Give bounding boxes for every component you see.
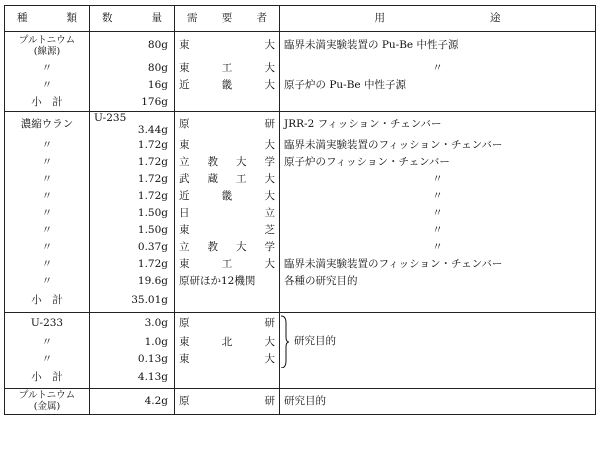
kind-cell: 〃 xyxy=(5,351,90,368)
grouped-use-text: 研究目的 xyxy=(294,334,336,347)
subtotal-row xyxy=(5,290,596,312)
amount-cell: 1.72g xyxy=(90,154,175,171)
subtotal-row xyxy=(5,94,596,112)
kind-line1: プルトニウム xyxy=(18,390,76,401)
use-cell: 各種の研究目的 xyxy=(280,273,596,290)
amount-cell: 0.13g xyxy=(90,351,175,368)
use-cell: 〃 xyxy=(280,239,596,256)
subtotal-amount: 35.01g xyxy=(90,290,175,312)
user-cell: 東 大 xyxy=(175,32,280,60)
kind-cell: 濃縮ウラン xyxy=(5,111,90,137)
amount-cell: 3.0g xyxy=(90,312,175,334)
table-row xyxy=(5,111,596,137)
user-cell: 東 芝 xyxy=(175,222,280,239)
amount-cell: 1.72g xyxy=(90,171,175,188)
kind-cell: 〃 xyxy=(5,273,90,290)
use-cell: 臨界未満実験装置の Pu-Be 中性子源 xyxy=(280,32,596,60)
amount-cell: 0.37g xyxy=(90,239,175,256)
use-cell: 原子炉の Pu-Be 中性子源 xyxy=(280,77,596,94)
user-cell: 立 教 大 学 xyxy=(175,239,280,256)
user-cell: 日 立 xyxy=(175,205,280,222)
kind-line2: (線源) xyxy=(33,45,61,57)
subtotal-label: 小 計 xyxy=(5,368,90,388)
header-user: 需要者 xyxy=(175,6,280,32)
user-cell: 立 教 大 学 xyxy=(175,154,280,171)
kind-line1: プルトニウム xyxy=(18,34,76,46)
table-row xyxy=(5,205,596,222)
user-cell: 東 北 大 xyxy=(175,334,280,351)
user-cell xyxy=(175,368,280,388)
user-cell: 原 研 xyxy=(175,388,280,414)
nuclear-material-table xyxy=(4,5,596,415)
amount-cell: 16g xyxy=(90,77,175,94)
use-cell: 〃 xyxy=(280,188,596,205)
table-header-row xyxy=(5,6,596,32)
kind-cell: 〃 xyxy=(5,137,90,154)
subtotal-label: 小 計 xyxy=(5,94,90,112)
use-cell: 臨界未満実験装置のフィッション・チェンバー xyxy=(280,137,596,154)
user-cell: 武 蔵 工 大 xyxy=(175,171,280,188)
amount-cell: 1.72g xyxy=(90,137,175,154)
user-cell: 原 研 xyxy=(175,111,280,137)
table-row xyxy=(5,188,596,205)
amount-cell: 1.0g xyxy=(90,334,175,351)
subtotal-amount: 4.13g xyxy=(90,368,175,388)
header-kind: 種 類 xyxy=(5,6,90,32)
use-cell-grouped xyxy=(280,312,596,368)
user-cell xyxy=(175,290,280,312)
header-amount: 数 量 xyxy=(90,6,175,32)
header-use: 用 途 xyxy=(280,6,596,32)
kind-line2: (金属) xyxy=(33,401,61,412)
user-cell: 東 工 大 xyxy=(175,256,280,273)
kind-cell: 〃 xyxy=(5,205,90,222)
user-cell: 東 大 xyxy=(175,137,280,154)
kind-cell: U-233 xyxy=(5,312,90,334)
use-cell: 〃 xyxy=(280,60,596,77)
table-row xyxy=(5,154,596,171)
user-cell xyxy=(175,94,280,112)
table-row xyxy=(5,256,596,273)
amount-cell: 1.50g xyxy=(90,222,175,239)
amount-cell xyxy=(90,111,175,137)
user-cell: 近 畿 大 xyxy=(175,77,280,94)
amount-cell: 1.72g xyxy=(90,188,175,205)
amount-cell: 1.72g xyxy=(90,256,175,273)
user-cell: 原研ほか12機関 xyxy=(175,273,280,290)
subtotal-row xyxy=(5,368,596,388)
use-cell: 研究目的 xyxy=(280,388,596,414)
table-row xyxy=(5,32,596,60)
kind-cell: 〃 xyxy=(5,256,90,273)
kind-cell: 〃 xyxy=(5,171,90,188)
amount-cell: 19.6g xyxy=(90,273,175,290)
amount-isotope: U-235 xyxy=(94,112,127,125)
table-row xyxy=(5,77,596,94)
kind-cell: 〃 xyxy=(5,77,90,94)
kind-cell xyxy=(5,388,90,414)
amount-cell: 1.50g xyxy=(90,205,175,222)
kind-cell xyxy=(5,32,90,60)
table-row xyxy=(5,273,596,290)
kind-cell: 〃 xyxy=(5,60,90,77)
table-row xyxy=(5,239,596,256)
use-cell: JRR-2 フィッション・チェンバー xyxy=(280,111,596,137)
user-cell: 東 大 xyxy=(175,351,280,368)
use-cell: 臨界未満実験装置のフィッション・チェンバー xyxy=(280,256,596,273)
table-row xyxy=(5,222,596,239)
use-cell: 〃 xyxy=(280,205,596,222)
table-row xyxy=(5,312,596,334)
user-cell: 東 工 大 xyxy=(175,60,280,77)
user-cell: 原 研 xyxy=(175,312,280,334)
kind-cell: 〃 xyxy=(5,334,90,351)
table-row xyxy=(5,388,596,414)
amount-cell: 80g xyxy=(90,60,175,77)
kind-cell: 〃 xyxy=(5,188,90,205)
use-cell xyxy=(280,368,596,388)
curly-brace-icon xyxy=(280,315,290,369)
amount-cell: 80g xyxy=(90,32,175,60)
user-cell: 近 畿 大 xyxy=(175,188,280,205)
amount-value: 3.44g xyxy=(137,124,168,137)
kind-cell: 〃 xyxy=(5,222,90,239)
subtotal-amount: 176g xyxy=(90,94,175,112)
subtotal-label: 小 計 xyxy=(5,290,90,312)
kind-cell: 〃 xyxy=(5,154,90,171)
use-cell: 〃 xyxy=(280,222,596,239)
kind-cell: 〃 xyxy=(5,239,90,256)
use-cell: 〃 xyxy=(280,171,596,188)
use-cell xyxy=(280,94,596,112)
use-cell: 原子炉のフィッション・チェンバー xyxy=(280,154,596,171)
table-row xyxy=(5,60,596,77)
amount-cell: 4.2g xyxy=(90,388,175,414)
table-row xyxy=(5,137,596,154)
use-cell xyxy=(280,290,596,312)
table-row xyxy=(5,171,596,188)
